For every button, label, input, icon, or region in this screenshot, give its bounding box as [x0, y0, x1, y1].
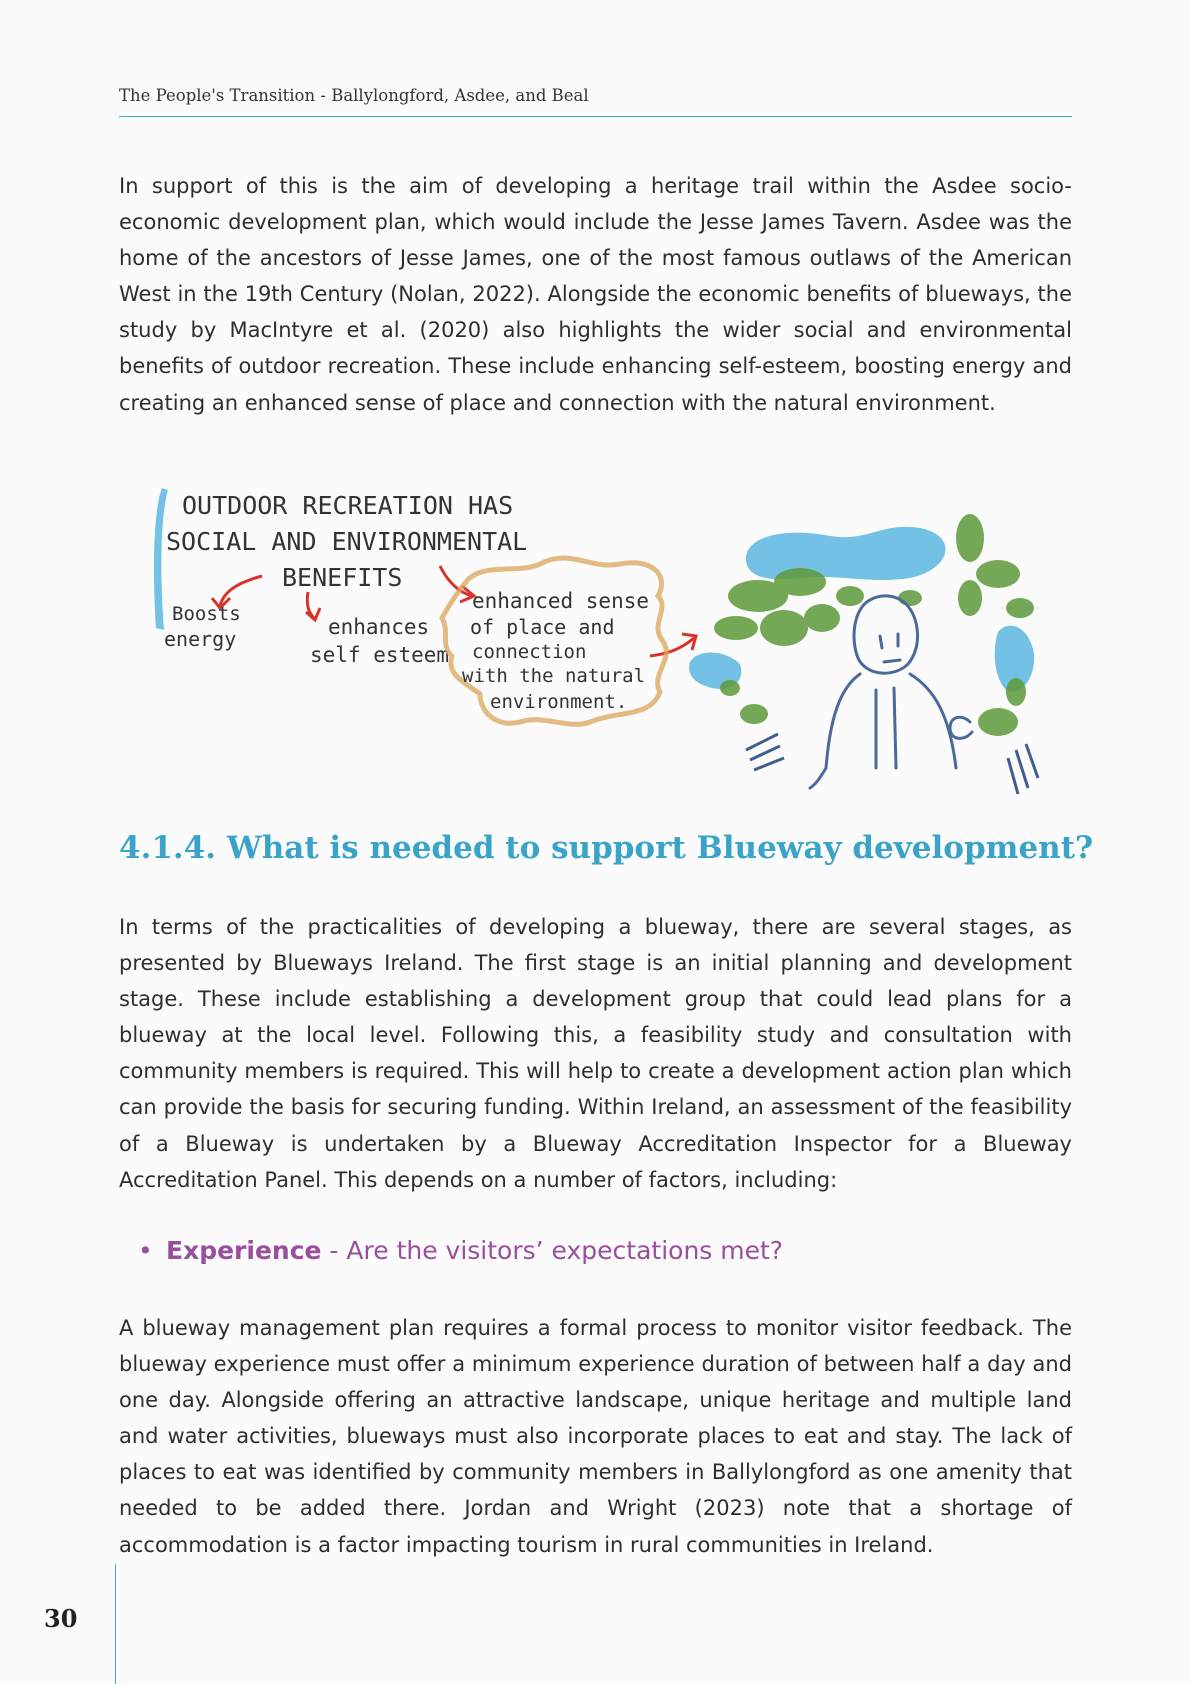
footer-divider: [115, 1564, 116, 1684]
illustration-title-line-2: SOCIAL AND ENVIRONMENTAL: [166, 527, 528, 556]
benefit-boosts-energy-line-2: energy: [164, 627, 237, 651]
nature-scene-drawing: [689, 514, 1038, 794]
benefit-sense-of-place-line-5: environment.: [490, 691, 628, 713]
body-paragraph-blueway-stages: In terms of the practicalities of developing a blueway, there are several stages, as presented by Blueways Ireland. The first stage is an initial planning and development stage. These include establishing a development group that could lead plans for a blueway at the local level. Following this, a feasibility study and consultation with community members is required. This will help to create a development action plan which can provide the basis for securing funding. Within Ireland, an assessment of the feasibility of a Blueway is undertaken by a Blueway Accreditation Inspector for a Blueway Accreditation Panel. This depends on a number of factors, including:: [119, 915, 1072, 1192]
running-header: The People's Transition - Ballylongford, Asdee, and Beal: [119, 86, 589, 105]
benefit-boosts-energy-line-1: Boosts: [172, 603, 241, 625]
bullet-question: Are the visitors’ expectations met?: [346, 1236, 784, 1265]
benefit-self-esteem-line-1: enhances: [328, 615, 430, 639]
bullet-item-experience: [138, 1236, 783, 1265]
blue-bracket-decoration: [154, 488, 168, 630]
bullet-separator: -: [321, 1236, 347, 1265]
arrow-to-nature-scene: [650, 638, 694, 656]
body-paragraph-management-plan: A blueway management plan requires a formal process to monitor visitor feedback. The blueway experience must offer a minimum experience duration of between half a day and one day. Alongside offering an attractive landscape, unique heritage and multiple land and water activities, blueways must also incorporate places to eat and stay. The lack of places to eat was identified by community members in Ballylongford as one amenity that needed to be added there. Jordan and Wright (2023) note that a shortage of accommodation is a factor impacting tourism in rural communities in Ireland.: [119, 1316, 1072, 1557]
illustration-title-line-1: OUTDOOR RECREATION HAS: [182, 491, 514, 520]
header-divider: [119, 116, 1072, 117]
outdoor-recreation-benefits-illustration: [150, 478, 1050, 810]
benefit-sense-of-place-line-3: connection: [472, 641, 587, 663]
illustration-title-line-3: BENEFITS: [282, 563, 403, 592]
bullet-term: Experience: [166, 1236, 322, 1265]
bullet-symbol: •: [138, 1236, 153, 1265]
benefit-sense-of-place-line-2: of place and: [470, 615, 615, 639]
benefit-sense-of-place-line-1: enhanced sense: [472, 589, 650, 613]
body-paragraph-heritage-trail: In support of this is the aim of developing a heritage trail within the Asdee socio-economic development plan, which would include the Jesse James Tavern. Asdee was the home of the ancestors of Jesse James, one of the most famous outlaws of the American West in the 19th Century (Nolan, 2022). Alongside the economic benefits of blueways, the study by MacIntyre et al. (2020) also highlights the wider social and environmental benefits of outdoor recreation. These include enhancing self-esteem, boosting energy and creating an enhanced sense of place and connection with the natural environment.: [119, 174, 1072, 415]
page-number: 30: [44, 1604, 78, 1633]
benefit-self-esteem-line-2: self esteem: [310, 643, 450, 667]
section-heading: 4.1.4. What is needed to support Blueway development?: [119, 830, 1094, 866]
benefit-sense-of-place-line-4: with the natural: [462, 665, 646, 687]
